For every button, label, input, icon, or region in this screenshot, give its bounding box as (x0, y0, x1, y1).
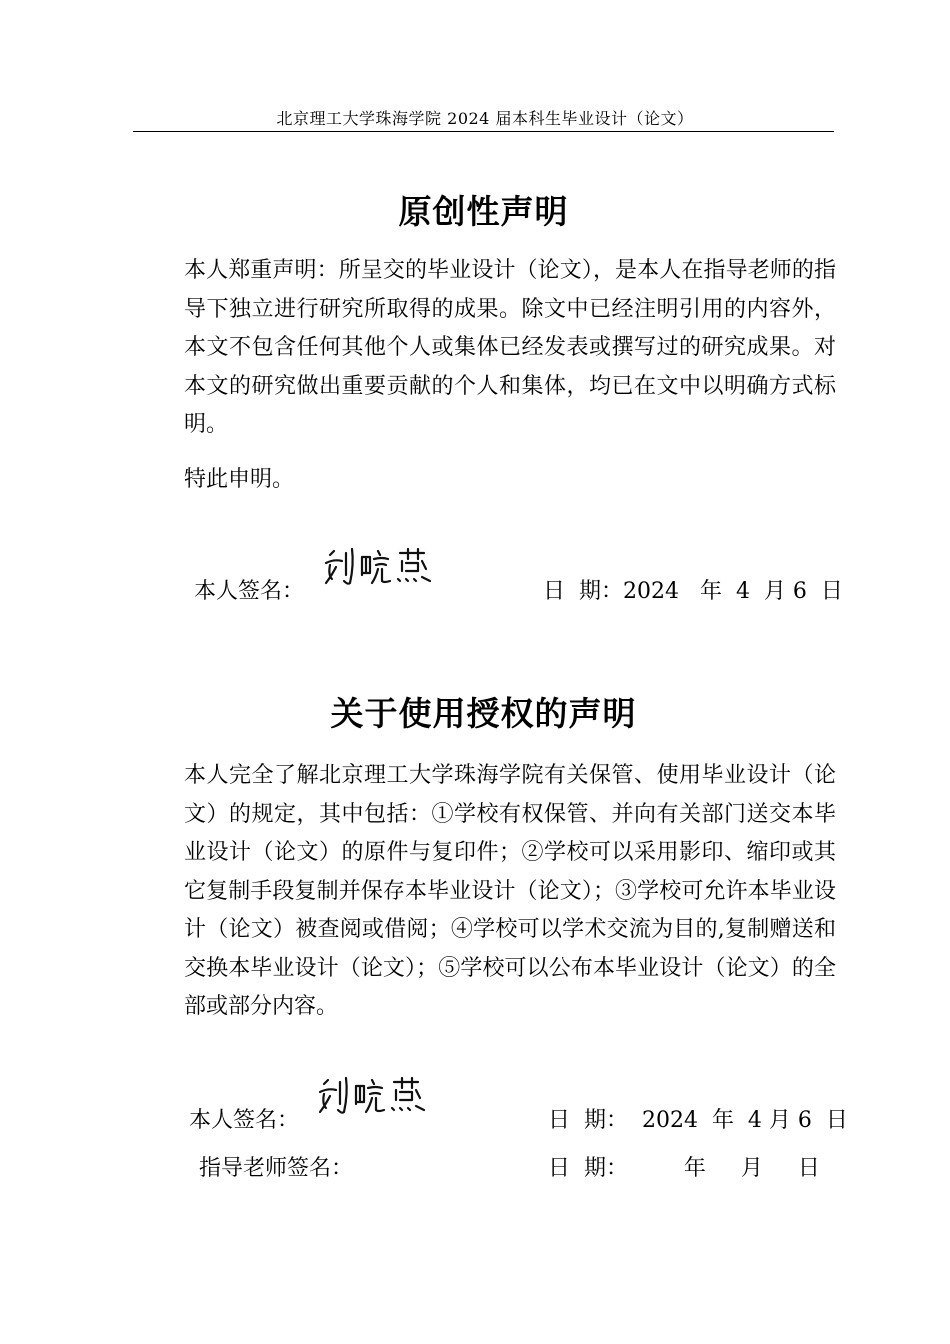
originality-date: 日 期：2024 年 4 月 6 日 (543, 579, 843, 604)
originality-title: 原创性声明 (398, 192, 569, 231)
originality-body (136, 252, 836, 445)
handwritten-signature (322, 545, 434, 593)
originality-closing: 特此申明。 (184, 467, 295, 492)
student-date: 日 期： 2024 年 4 月 6 日 (548, 1108, 848, 1133)
authorization-body (136, 757, 836, 1027)
originality-signature-label: 本人签名： (194, 579, 305, 604)
originality-body-text: 本人郑重声明：所呈交的毕业设计（论文），是本人在指导老师的指导下独立进行研究所取得的成果。除文中已经注明引用的内容外，本文不包含任何其他个人或集体已经发表或撰写过的研究成果。对本文的研究做出重要贡献的个人和集体，均已在文中以明确方式标明。 (184, 258, 836, 437)
authorization-body-text: 本人完全了解北京理工大学珠海学院有关保管、使用毕业设计（论文）的规定，其中包括：①学校有权保管、并向有关部门送交本毕业设计（论文）的原件与复印件；②学校可以采用影印、缩印或其它复制手段复制并保存本毕业设计（论文）；③学校可允许本毕业设计（论文）被查阅或借阅；④学校可以学术交流为目的,复制赠送和交换本毕业设计（论文）；⑤学校可以公布本毕业设计（论文）的全部或部分内容。 (184, 763, 836, 1019)
authorization-title: 关于使用授权的声明 (330, 694, 637, 733)
header-rule (133, 131, 834, 132)
student-signature-label: 本人签名： (189, 1108, 300, 1133)
advisor-signature-label: 指导老师签名： (199, 1156, 354, 1181)
handwritten-signature (316, 1074, 428, 1122)
document-header: 北京理工大学珠海学院 2024 届本科生毕业设计（论文） (276, 109, 694, 128)
advisor-date: 日 期： 年 月 日 (548, 1156, 820, 1181)
